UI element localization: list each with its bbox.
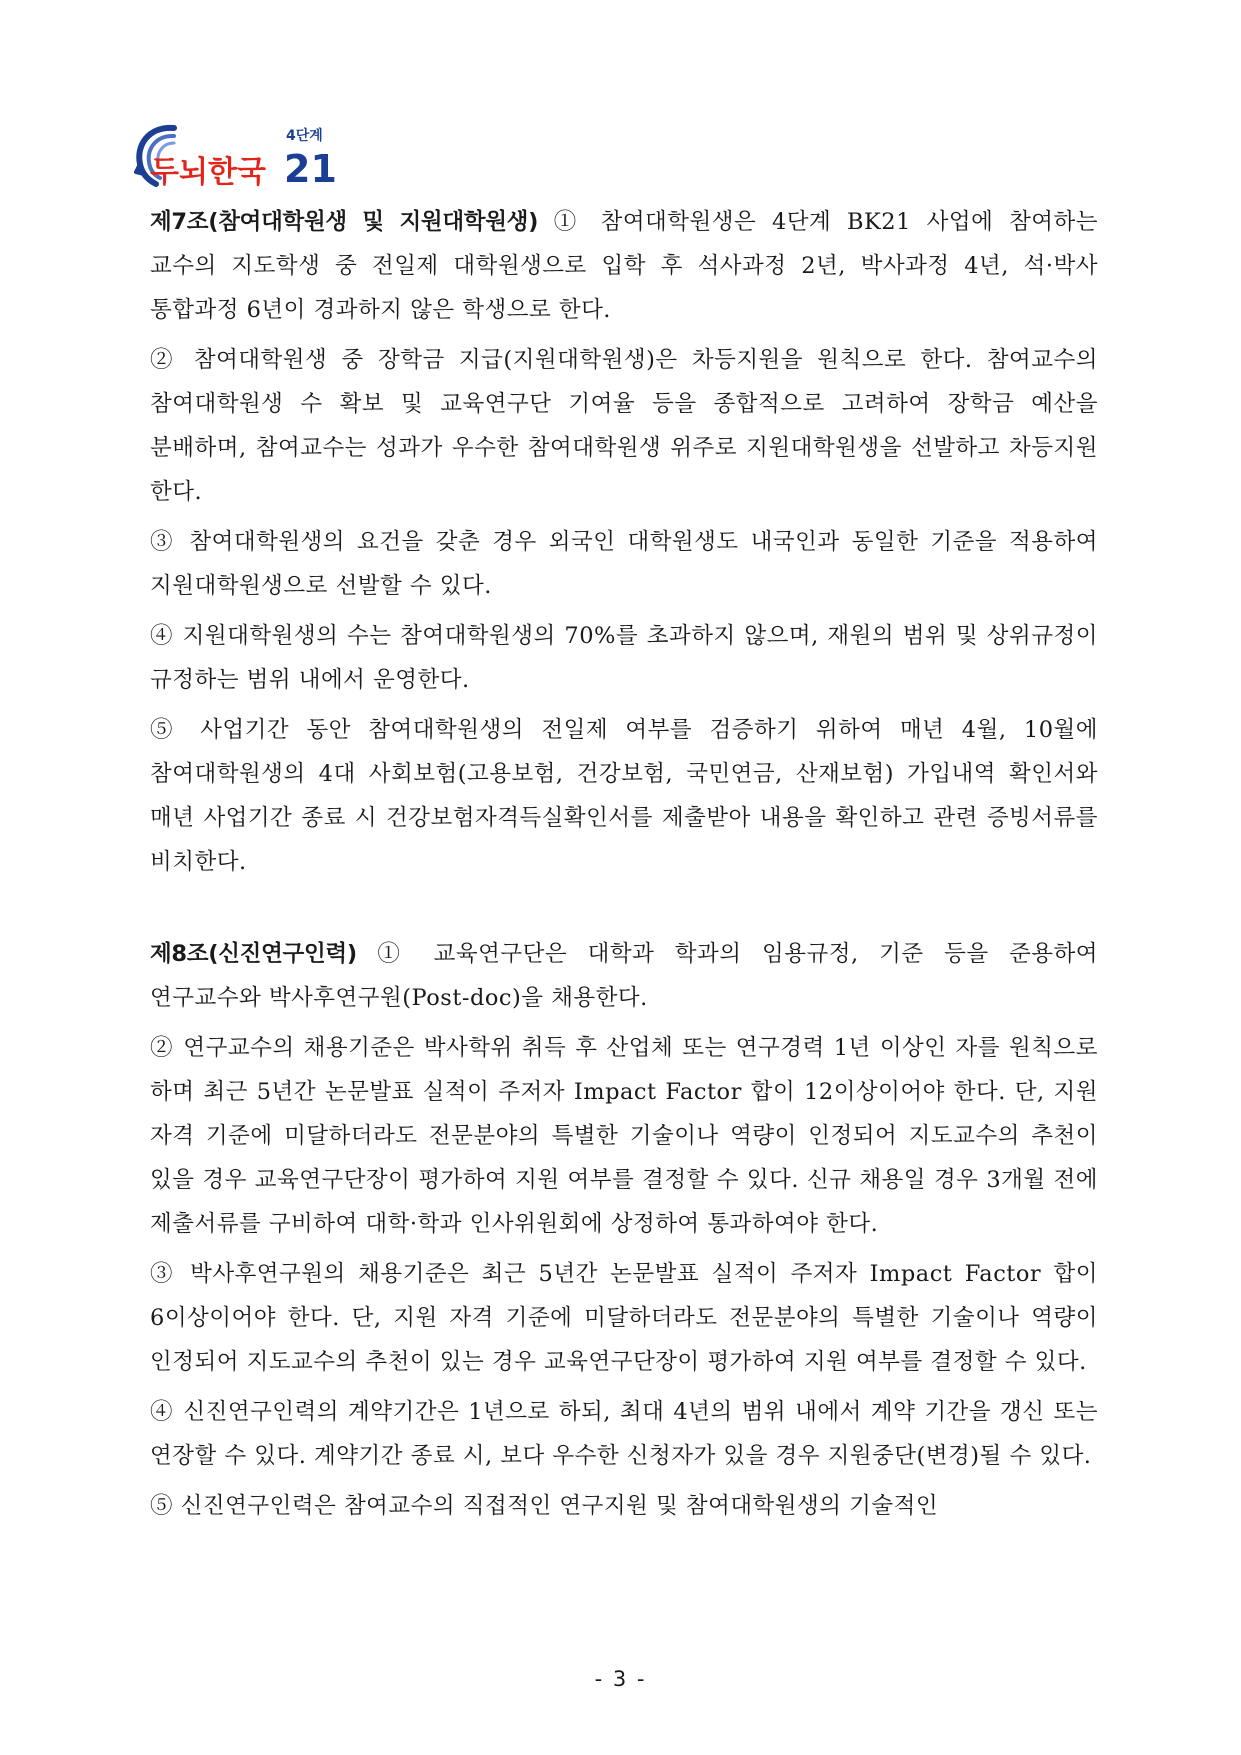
logo-stage: 4단계: [286, 128, 323, 144]
article-7-clause-2: ② 참여대학원생 중 장학금 지급(지원대학원생)은 차등지원을 원칙으로 한다. 참여교수의 참여대학원생 수 확보 및 교육연구단 기여율 등을 종합적으로 고려하여 장학금 예산을 분배하며, 참여교수는 성과가 우수한 참여대학원생 위주로 지원대학원생을 선발하고 차등지원 한다.: [150, 347, 1098, 505]
bk21-logo-graphic: [134, 116, 344, 196]
logo-number: 21: [284, 147, 337, 191]
section-spacer: [150, 890, 1098, 932]
article-8-clause-1: ① 교육연구단은 대학과 학과의 임용규정, 기준 등을 준용하여 연구교수와 박사후연구원(Post-doc)을 채용한다.: [150, 941, 1099, 1011]
bk21-logo: [134, 116, 344, 196]
logo-text: 두뇌한국: [150, 155, 266, 190]
article-7-clause-1: ① 참여대학원생은 4단계 BK21 사업에 참여하는 교수의 지도학생 중 전일제 대학원생으로 입학 후 석사과정 2년, 박사과정 4년, 석·박사 통합과정 6년이 경과하지 않은 학생으로 한다.: [150, 209, 1099, 323]
article-8-paragraph-1: [150, 932, 1098, 1020]
article-7-clause-5: ⑤ 사업기간 동안 참여대학원생의 전일제 여부를 검증하기 위하여 매년 4월, 10월에 참여대학원생의 4대 사회보험(고용보험, 건강보험, 국민연금, 산재보험) 가입내역 확인서와 매년 사업기간 종료 시 건강보험자격득실확인서를 제출받아 내용을 확인하고 관련 증빙서류를 비치한다.: [150, 717, 1098, 875]
article-7-clause-4: ④ 지원대학원생의 수는 참여대학원생의 70%를 초과하지 않으며, 재원의 범위 및 상위규정이 규정하는 범위 내에서 운영한다.: [150, 623, 1098, 693]
article-8-heading: 제8조(신진연구인력): [150, 941, 357, 967]
article-8-clause-3: ③ 박사후연구원의 채용기준은 최근 5년간 논문발표 실적이 주저자 Impact Factor 합이 6이상이어야 한다. 단, 지원 자격 기준에 미달하더라도 전문분야의 특별한 기술이나 역량이 인정되어 지도교수의 추천이 있는 경우 교육연구단장이 평가하여 지원 여부를 결정할 수 있다.: [150, 1261, 1098, 1375]
article-8-clause-2: ② 연구교수의 채용기준은 박사학위 취득 후 산업체 또는 연구경력 1년 이상인 자를 원칙으로 하며 최근 5년간 논문발표 실적이 주저자 Impact Factor 합이 12이상이어야 한다. 단, 지원 자격 기준에 미달하더라도 전문분야의 특별한 기술이나 역량이 인정되어 지도교수의 추천이 있을 경우 교육연구단장이 평가하여 지원 여부를 결정할 수 있다. 신규 채용일 경우 3개월 전에 제출서류를 구비하여 대학·학과 인사위원회에 상정하여 통과하여야 한다.: [150, 1035, 1098, 1237]
document-body: [150, 200, 1098, 1534]
article-8-clause-5: ⑤ 신진연구인력은 참여교수의 직접적인 연구지원 및 참여대학원생의 기술적인: [150, 1493, 939, 1519]
article-8-clause-4: ④ 신진연구인력의 계약기간은 1년으로 하되, 최대 4년의 범위 내에서 계약 기간을 갱신 또는 연장할 수 있다. 계약기간 종료 시, 보다 우수한 신청자가 있을 경우 지원중단(변경)될 수 있다.: [150, 1399, 1098, 1469]
article-7-paragraph-1: [150, 200, 1098, 332]
article-7-heading: 제7조(참여대학원생 및 지원대학원생): [150, 209, 539, 235]
article-7-clause-3: ③ 참여대학원생의 요건을 갖춘 경우 외국인 대학원생도 내국인과 동일한 기준을 적용하여 지원대학원생으로 선발할 수 있다.: [150, 529, 1098, 599]
page-number: - 3 -: [594, 1667, 647, 1691]
